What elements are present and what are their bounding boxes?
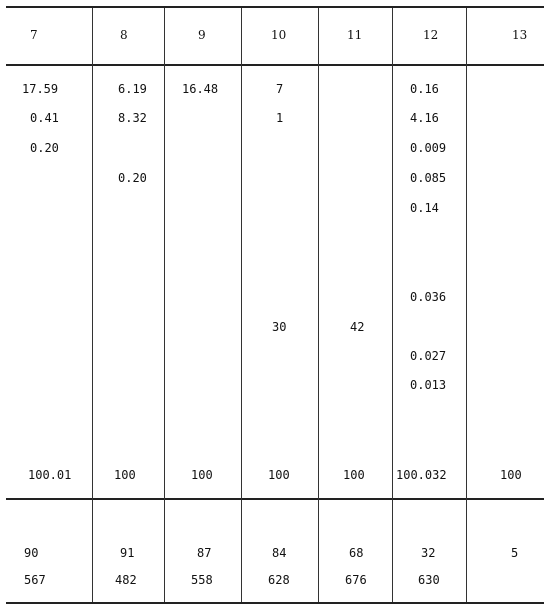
totals-rule — [6, 498, 544, 500]
column-divider — [466, 8, 467, 602]
footer-cell: 482 — [115, 573, 137, 587]
column-header: 9 — [198, 28, 206, 42]
bottom-rule — [6, 602, 544, 604]
table-cell: 0.41 — [30, 111, 59, 125]
table-cell: 0.16 — [410, 82, 439, 96]
table-cell: 6.19 — [118, 82, 147, 96]
table-cell: 0.20 — [30, 141, 59, 155]
column-header: 8 — [120, 28, 128, 42]
table-cell: 16.48 — [182, 82, 219, 96]
column-divider — [92, 8, 93, 602]
column-header: 12 — [423, 28, 439, 42]
table-cell: 42 — [350, 320, 365, 334]
footer-cell: 87 — [197, 546, 212, 560]
total-cell: 100 — [114, 468, 136, 482]
column-divider — [318, 8, 319, 602]
table-cell: 17.59 — [22, 82, 59, 96]
table-cell: 0.036 — [410, 290, 447, 304]
footer-cell: 628 — [268, 573, 290, 587]
total-cell: 100 — [500, 468, 522, 482]
footer-cell: 676 — [345, 573, 367, 587]
table-cell: 0.085 — [410, 171, 447, 185]
footer-cell: 32 — [421, 546, 436, 560]
table-cell: 30 — [272, 320, 287, 334]
total-cell: 100 — [191, 468, 213, 482]
table-cell: 7 — [276, 82, 284, 96]
total-cell: 100 — [268, 468, 290, 482]
footer-cell: 90 — [24, 546, 39, 560]
column-header: 7 — [30, 28, 38, 42]
total-cell: 100 — [343, 468, 365, 482]
footer-cell: 558 — [191, 573, 213, 587]
footer-cell: 68 — [349, 546, 364, 560]
table-cell: 0.14 — [410, 201, 439, 215]
table-cell: 0.027 — [410, 349, 447, 363]
total-cell: 100.01 — [28, 468, 72, 482]
table-cell: 0.20 — [118, 171, 147, 185]
top-rule — [6, 6, 544, 8]
footer-cell: 91 — [120, 546, 135, 560]
column-divider — [392, 8, 393, 602]
header-rule — [6, 64, 544, 66]
total-cell: 100.032 — [396, 468, 447, 482]
footer-cell: 5 — [511, 546, 519, 560]
column-header: 10 — [271, 28, 287, 42]
column-divider — [241, 8, 242, 602]
table-cell: 0.009 — [410, 141, 447, 155]
column-divider — [164, 8, 165, 602]
table-cell: 4.16 — [410, 111, 439, 125]
table-cell: 0.013 — [410, 378, 447, 392]
footer-cell: 630 — [418, 573, 440, 587]
footer-cell: 84 — [272, 546, 287, 560]
footer-cell: 567 — [24, 573, 46, 587]
table-cell: 8.32 — [118, 111, 147, 125]
column-header: 13 — [512, 28, 528, 42]
table-cell: 1 — [276, 111, 284, 125]
column-header: 11 — [347, 28, 363, 42]
